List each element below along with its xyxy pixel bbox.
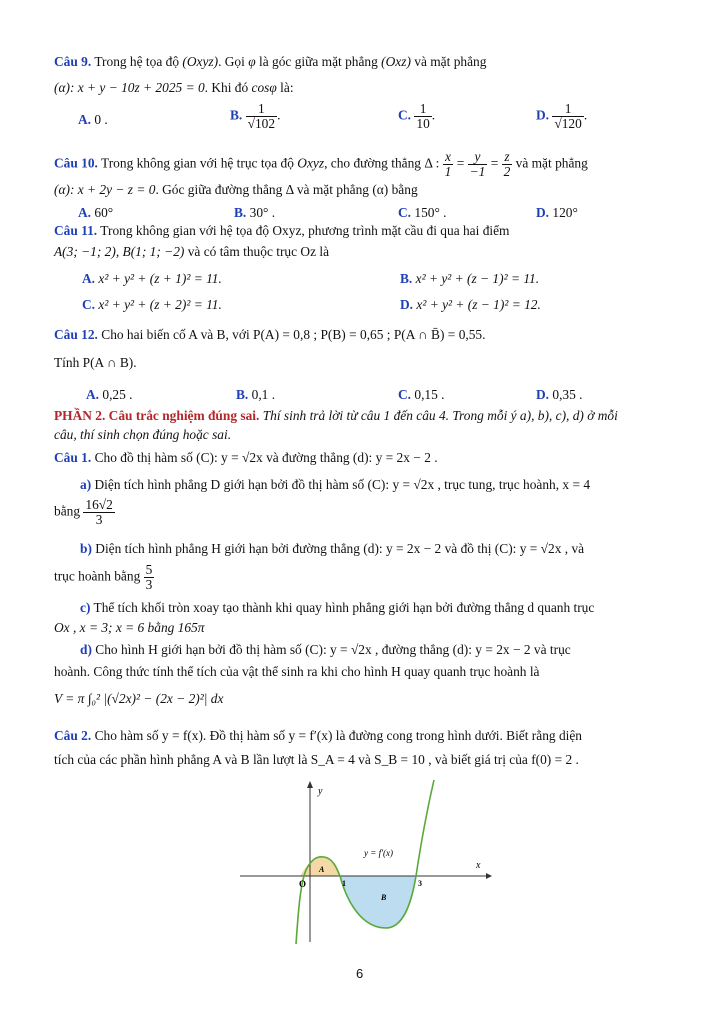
fraction-den: 3: [95, 512, 103, 528]
item-label: a): [80, 477, 92, 492]
p2q2-text1: Cho hàm số y = f(x). Đồ thị hàm số y = f′(x) là đường cong trong hình dưới. Biết rằng diện: [94, 728, 582, 743]
option-value: 120°: [552, 205, 578, 220]
q9-text6: là:: [280, 80, 294, 95]
q10-text1: Trong không gian với hệ trục tọa độ: [101, 155, 294, 171]
item-tail: bằng: [54, 503, 81, 519]
p2q2-text2: tích của các phần hình phẳng A và B lần lượt là S_A = 4 và S_B = 10 , và biết giá trị của f(0) = 2 .: [54, 752, 579, 767]
option-tail: .: [277, 107, 281, 123]
part2-instr1: Thí sinh trả lời từ câu 1 đến câu 4. Trong mỗi ý a), b), c), d) ở mỗi: [262, 408, 618, 423]
q11-option-a: [82, 271, 222, 287]
q9-plane-oxz: (Oxz): [381, 54, 411, 69]
x-axis-label: x: [476, 860, 481, 871]
option-value: 0,15 .: [414, 387, 445, 402]
q12-label: Câu 12.: [54, 327, 98, 342]
q11-option-c: [82, 297, 222, 313]
item-text: hoành. Công thức tính thể tích của vật thể sinh ra khi cho hình H quay quanh trục hoành là: [54, 664, 540, 679]
fraction-den: 3: [145, 577, 153, 593]
fraction-num: 16√2: [85, 497, 113, 512]
option-tail: .: [431, 107, 436, 123]
q12-text2: Tính P(A ∩ B).: [54, 355, 137, 370]
option-value: 0,35 .: [552, 387, 583, 402]
p2q1-d-formula: [54, 691, 223, 707]
q10-text4: . Góc giữa đường thẳng Δ và mặt phẳng (α) bằng: [155, 182, 418, 197]
option-label: B.: [230, 107, 243, 123]
item-text: Cho hình H giới hạn bởi đồ thị hàm số (C): y = √2x , đường thẳng (d): y = 2x − 2 và trục: [95, 642, 571, 657]
region-a-label: A: [319, 865, 325, 874]
q12-option-b: [236, 387, 275, 403]
p2q1-d-line2: [54, 664, 540, 680]
fraction-den: √102: [247, 116, 276, 132]
option-value: 150° .: [414, 205, 447, 220]
fraction-num: 5: [145, 562, 153, 577]
item-label: b): [80, 541, 92, 556]
fraction: [144, 563, 155, 592]
q9-text1: Trong hệ tọa độ: [94, 54, 180, 69]
p2q1-text: Cho đồ thị hàm số (C): y = √2x và đường thẳng (d): y = 2x − 2 .: [94, 450, 438, 465]
option-label: D.: [536, 107, 550, 123]
tick-3-label: 3: [418, 879, 422, 888]
derivative-graph: [238, 776, 494, 946]
q9-text3: là góc giữa mặt phẳng: [259, 54, 378, 69]
part2-title: PHẦN 2. Câu trắc nghiệm đúng sai.: [54, 408, 260, 423]
p2q1-a-result: [54, 498, 115, 527]
q11-text2: và có tâm thuộc trục Oz là: [187, 244, 330, 259]
p2q1-label: Câu 1.: [54, 450, 92, 465]
option-value: x² + y² + (z + 1)² = 11.: [98, 271, 222, 286]
option-label: D.: [400, 297, 414, 312]
q10-line1: Câu 10. Trong không gian với hệ trục tọa độ Oxyz, cho đường thẳng Δ : $\frac{x}{1}$ = $\frac{y}{-1}$ = $\frac{z}{2}$ và mặt phẳng: [54, 149, 588, 180]
option-label: A.: [82, 271, 96, 286]
fraction-den: 1: [444, 164, 452, 180]
x-axis-arrow: [486, 873, 492, 879]
fraction: [552, 102, 583, 131]
page-number: 6: [356, 966, 364, 981]
q11-text1: Trong không gian với hệ tọa độ Oxyz, phương trình mặt cầu đi qua hai điểm: [100, 223, 510, 238]
q9-line1: [54, 54, 486, 70]
option-tail: .: [583, 107, 588, 123]
q9-phi: φ: [248, 54, 256, 69]
option-label: D.: [536, 205, 550, 220]
tick-1-label: 1: [342, 879, 346, 888]
fraction-num: x: [443, 150, 454, 165]
p2q1-c: [80, 600, 594, 616]
item-text: Diện tích hình phẳng H giới hạn bởi đường thẳng (d): y = 2x − 2 và đồ thị (C): y = √2x , và: [95, 541, 585, 556]
option-label: C.: [398, 107, 412, 123]
p2q1-b: [80, 541, 584, 557]
q10-option-a: [78, 205, 113, 221]
region-b-fill: [340, 876, 416, 928]
item-tail: trục hoành bằng: [54, 568, 141, 584]
q9-option-c: [398, 102, 435, 131]
p2q2-label: Câu 2.: [54, 728, 92, 743]
fraction-num: 1: [246, 102, 277, 117]
fraction: [83, 498, 114, 527]
q9-option-b: [230, 102, 280, 131]
part2-heading: [54, 408, 618, 424]
q12-text1: Cho hai biến cố A và B, với P(A) = 0,8 ; P(B) = 0,65 ; P(A ∩ B̄) = 0,55.: [101, 327, 486, 342]
q10-text3: và mặt phẳng: [515, 155, 588, 171]
option-value: 60°: [94, 205, 114, 220]
item-text: Thể tích khối tròn xoay tạo thành khi quay hình phẳng giới hạn bởi đường thẳng d quanh trục: [93, 600, 595, 615]
q9-text5: . Khi đó: [204, 80, 249, 95]
q11-line1: [54, 223, 509, 239]
fraction: [468, 150, 488, 179]
fraction-num: z: [502, 150, 513, 165]
option-value: 0,1 .: [251, 387, 276, 402]
q9-option-d: [536, 102, 587, 131]
q9-label: Câu 9.: [54, 54, 92, 69]
option-label: D.: [536, 387, 550, 402]
q10-option-b: [234, 205, 275, 221]
p2q1-b-result: [54, 563, 154, 592]
q10-line2: [54, 182, 418, 198]
q12-line1: [54, 327, 485, 343]
item-label: c): [80, 600, 91, 615]
q12-option-c: [398, 387, 445, 403]
q10-option-d: [536, 205, 578, 221]
fraction-num: 1: [414, 102, 431, 117]
q10-oxyz: Oxyz: [297, 155, 325, 171]
fraction-den: −1: [469, 164, 486, 180]
part2-heading-line2: [54, 427, 231, 443]
origin-label: O: [299, 879, 307, 889]
p2q2-line2: [54, 752, 579, 768]
option-label: A.: [78, 112, 92, 127]
item-label: d): [80, 642, 92, 657]
curve-label: y = f′(x): [364, 848, 394, 858]
q9-line2: [54, 80, 294, 96]
fraction-num: y: [468, 150, 488, 165]
volume-formula: V = π ∫₀² |(√2x)² − (2x − 2)²| dx: [54, 691, 224, 706]
item-tail: Ox , x = 3; x = 6 bằng 165π: [54, 620, 205, 635]
p2q1-line: [54, 450, 438, 466]
q11-option-b: [400, 271, 539, 287]
option-value: 0,25 .: [102, 387, 133, 402]
option-label: A.: [86, 387, 100, 402]
p2q1-c-tail: [54, 620, 204, 636]
q12-option-d: [536, 387, 583, 403]
q11-label: Câu 11.: [54, 223, 98, 238]
option-value: x² + y² + (z − 1)² = 12.: [416, 297, 541, 312]
q10-option-c: [398, 205, 447, 221]
q10-plane: (α): x + 2y − z = 0: [54, 182, 156, 197]
option-value: x² + y² + (z − 1)² = 11.: [415, 271, 540, 286]
option-label: B.: [234, 205, 247, 220]
option-value: x² + y² + (z + 2)² = 11.: [98, 297, 222, 312]
region-b-label: B: [381, 893, 387, 902]
q9-cosphi: cosφ: [251, 80, 277, 95]
option-label: C.: [82, 297, 96, 312]
fraction: [502, 150, 513, 179]
option-label: B.: [236, 387, 249, 402]
option-value: 0 .: [94, 112, 108, 127]
q11-line2: [54, 244, 329, 260]
q9-text4: và mặt phẳng: [414, 54, 487, 69]
q10-text2: , cho đường thẳng: [324, 155, 421, 171]
q11-option-d: [400, 297, 541, 313]
fraction: [246, 102, 277, 131]
p2q1-d: [80, 642, 571, 658]
q12-line2: [54, 355, 137, 371]
option-label: A.: [78, 205, 92, 220]
fraction: [414, 102, 431, 131]
q11-points: A(3; −1; 2), B(1; 1; −2): [54, 244, 185, 259]
p2q2-line1: [54, 728, 582, 744]
option-label: C.: [398, 205, 412, 220]
q10-label: Câu 10.: [54, 155, 98, 171]
fraction: [443, 150, 454, 179]
fraction-num: 1: [552, 102, 583, 117]
option-value: 30° .: [249, 205, 276, 220]
fraction-den: √120: [554, 116, 582, 132]
option-label: B.: [400, 271, 413, 286]
p2q1-a: [80, 477, 590, 493]
fraction-den: 10: [416, 116, 430, 132]
fraction-den: 2: [503, 164, 511, 180]
q9-space: (Oxyz): [182, 54, 219, 69]
y-axis-arrow: [307, 781, 313, 788]
q12-option-a: [86, 387, 133, 403]
q9-text2: . Gọi: [218, 54, 245, 69]
option-label: C.: [398, 387, 412, 402]
q10-line-name: Δ :: [424, 155, 440, 171]
q9-option-a: [78, 112, 108, 128]
part2-instr2: câu, thí sinh chọn đúng hoặc sai.: [54, 427, 232, 442]
item-text: Diện tích hình phẳng D giới hạn bởi đồ thị hàm số (C): y = √2x , trục tung, trục hoành, x = 4: [94, 477, 591, 492]
y-axis-label: y: [318, 786, 323, 797]
q9-eq: (α): x + y − 10z + 2025 = 0: [54, 80, 205, 95]
